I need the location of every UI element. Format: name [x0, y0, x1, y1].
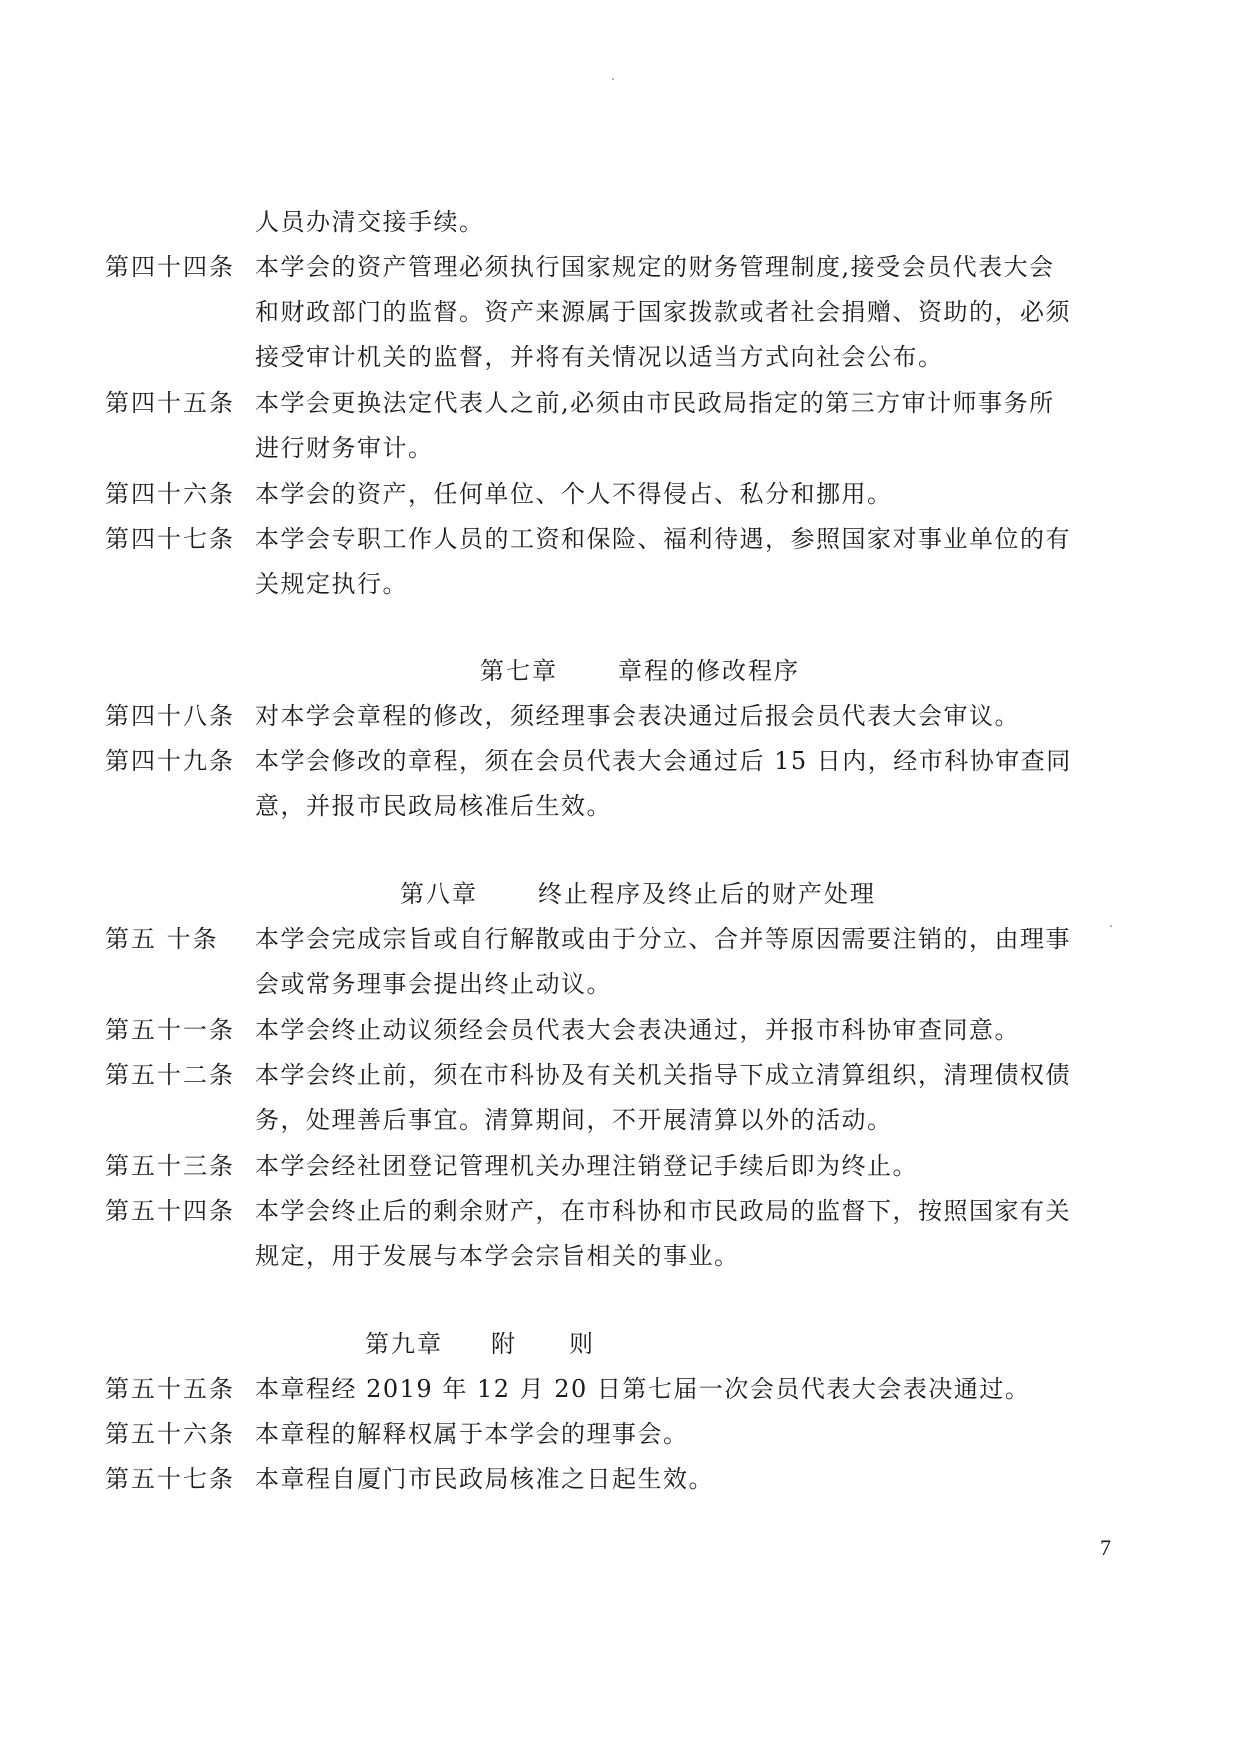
- chapter-title: 章程的修改程序: [618, 657, 800, 685]
- article-text: 本学会修改的章程，须在会员代表大会通过后 15 日内，经市科协审查同: [255, 747, 1072, 775]
- article-text: 接受审计机关的监督，并将有关情况以适当方式向社会公布。: [255, 343, 944, 371]
- article-text: 对本学会章程的修改，须经理事会表决通过后报会员代表大会审议。: [255, 702, 1020, 730]
- article-label: 第五十六条: [105, 1420, 235, 1448]
- continuation-line: 人员办清交接手续。: [255, 208, 485, 236]
- article-text: 本学会专职工作人员的工资和保险、福利待遇，参照国家对事业单位的有: [255, 525, 1071, 553]
- page-number: 7: [1100, 1535, 1111, 1560]
- article-label: 第五 十条: [105, 925, 219, 953]
- article-text: 本学会的资产管理必须执行国家规定的财务管理制度,接受会员代表大会: [255, 253, 1055, 281]
- article-label: 第五十二条: [105, 1061, 235, 1089]
- article-label: 第五十七条: [105, 1465, 235, 1493]
- chapter-number: 第九章: [365, 1330, 443, 1358]
- chapter-number: 第七章: [480, 657, 558, 685]
- article-label: 第五十四条: [105, 1197, 235, 1225]
- chapter-title: 则: [569, 1330, 595, 1358]
- article-text: 本章程经 2019 年 12 月 20 日第七届一次会员代表大会表决通过。: [255, 1375, 1031, 1403]
- scan-speck: [612, 78, 614, 80]
- article-text: 本学会完成宗旨或自行解散或由于分立、合并等原因需要注销的，由理事: [255, 925, 1071, 953]
- chapter-8-heading: [400, 875, 876, 913]
- article-text: 本学会终止动议须经会员代表大会表决通过，并报市科协审查同意。: [255, 1016, 1020, 1044]
- article-label: 第四十六条: [105, 480, 235, 508]
- article-label: 第四十九条: [105, 747, 235, 775]
- article-label: 第五十一条: [105, 1016, 235, 1044]
- chapter-9-heading: [365, 1325, 595, 1363]
- chapter-title: 终止程序及终止后的财产处理: [538, 880, 876, 908]
- article-label: 第四十五条: [105, 389, 235, 417]
- article-text: 进行财务审计。: [255, 434, 434, 462]
- chapter-title: 附: [491, 1330, 517, 1358]
- article-text: 本学会终止后的剩余财产，在市科协和市民政局的监督下，按照国家有关: [255, 1197, 1071, 1225]
- article-text: 意，并报市民政局核准后生效。: [255, 792, 612, 820]
- article-text: 本学会更换法定代表人之前,必须由市民政局指定的第三方审计师事务所: [255, 389, 1055, 417]
- article-text: 本章程自厦门市民政局核准之日起生效。: [255, 1465, 714, 1493]
- article-text: 务，处理善后事宜。清算期间，不开展清算以外的活动。: [255, 1106, 893, 1134]
- article-text: 本学会经社团登记管理机关办理注销登记手续后即为终止。: [255, 1152, 918, 1180]
- article-label: 第五十三条: [105, 1152, 235, 1180]
- article-text: 会或常务理事会提出终止动议。: [255, 970, 612, 998]
- article-label: 第四十七条: [105, 525, 235, 553]
- article-text: 本学会终止前，须在市科协及有关机关指导下成立清算组织，清理债权债: [255, 1061, 1071, 1089]
- article-label: 第四十四条: [105, 253, 235, 281]
- article-label: 第五十五条: [105, 1375, 235, 1403]
- article-text: 关规定执行。: [255, 570, 408, 598]
- chapter-7-heading: [480, 652, 800, 690]
- chapter-number: 第八章: [400, 880, 478, 908]
- article-text: 规定，用于发展与本学会宗旨相关的事业。: [255, 1242, 740, 1270]
- article-text: 和财政部门的监督。资产来源属于国家拨款或者社会捐赠、资助的，必须: [255, 298, 1071, 326]
- article-text: 本学会的资产，任何单位、个人不得侵占、私分和挪用。: [255, 480, 893, 508]
- article-text: 本章程的解释权属于本学会的理事会。: [255, 1420, 689, 1448]
- article-label: 第四十八条: [105, 702, 235, 730]
